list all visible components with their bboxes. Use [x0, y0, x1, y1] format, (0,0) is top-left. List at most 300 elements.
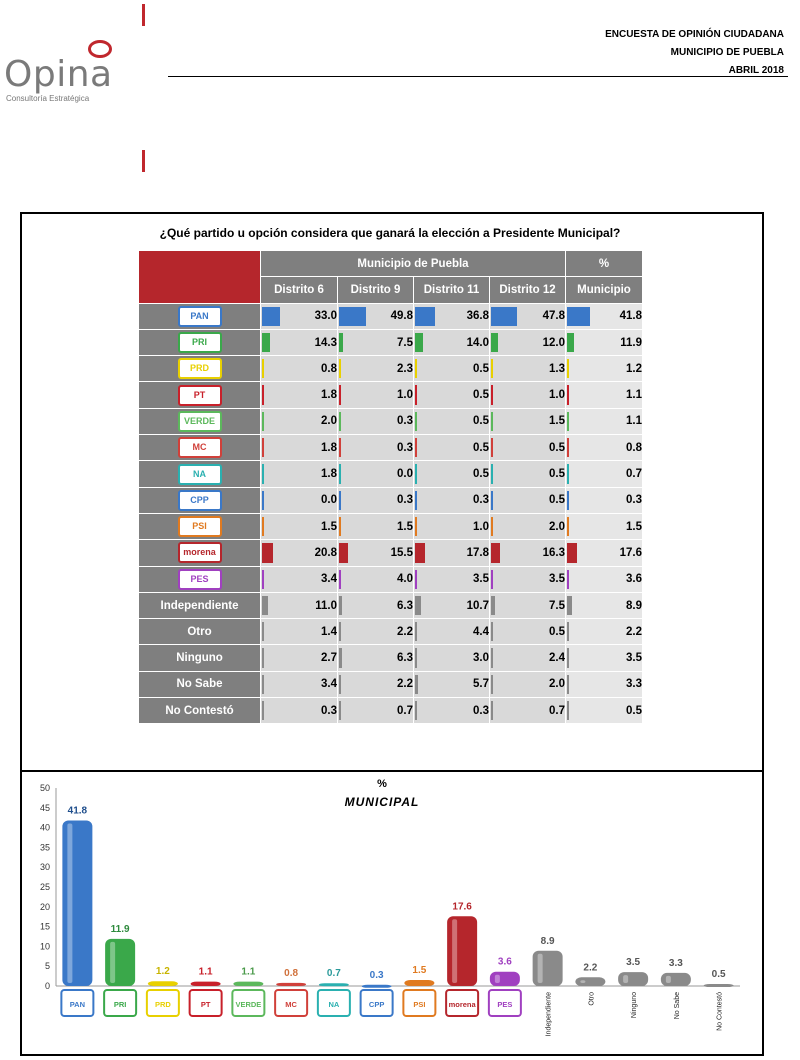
chart-bar — [62, 820, 92, 986]
value-bar — [415, 359, 417, 378]
value-text: 2.2 — [397, 625, 413, 638]
district-value-cell — [338, 303, 414, 329]
value-bar — [567, 570, 569, 589]
value-bar — [567, 491, 569, 510]
value-text: 0.5 — [549, 441, 565, 454]
party-logo-icon: PSI — [178, 516, 222, 537]
value-text: 14.3 — [314, 336, 337, 349]
municipio-value-cell — [566, 513, 643, 539]
value-bar — [415, 412, 417, 431]
value-bar — [491, 543, 500, 562]
municipal-bar-chart — [20, 770, 764, 1056]
chart-bar — [233, 982, 263, 986]
value-text: 0.3 — [626, 494, 642, 507]
district-value-cell — [490, 487, 566, 513]
table-row — [139, 566, 643, 592]
value-bar — [567, 333, 574, 352]
value-bar — [262, 675, 264, 694]
party-logo-icon: CPP — [178, 490, 222, 511]
municipio-value-cell — [566, 356, 643, 382]
value-text: 2.7 — [321, 652, 337, 665]
district-value-cell — [490, 513, 566, 539]
value-text: 0.5 — [473, 362, 489, 375]
chart-bar — [191, 982, 221, 986]
value-text: 0.3 — [473, 494, 489, 507]
y-tick-label: 35 — [39, 842, 50, 853]
header-survey-title: ENCUESTA DE OPINIÓN CIUDADANA — [605, 29, 784, 40]
value-bar — [262, 438, 264, 457]
value-bar — [339, 596, 342, 615]
y-tick-label: 10 — [39, 941, 50, 952]
value-text: 47.8 — [542, 310, 565, 323]
y-tick-label: 50 — [39, 783, 50, 793]
value-text: 2.0 — [549, 520, 565, 533]
district-value-cell — [414, 540, 490, 566]
district-value-cell — [414, 303, 490, 329]
value-text: 0.3 — [397, 441, 413, 454]
category-label: Ninguno — [631, 992, 639, 1019]
municipio-value-cell — [566, 435, 643, 461]
value-text: 4.4 — [473, 625, 489, 638]
party-logo-cell — [139, 356, 261, 382]
chart-bar-highlight — [580, 980, 585, 983]
value-text: 0.0 — [397, 468, 413, 481]
y-tick-label: 25 — [39, 882, 50, 892]
column-header-municipio: Municipio — [566, 277, 643, 303]
district-value-cell — [414, 408, 490, 434]
value-bar — [567, 307, 590, 326]
y-tick-label: 15 — [39, 921, 50, 932]
value-text: 3.3 — [626, 678, 642, 691]
chart-bar-highlight — [623, 975, 628, 983]
value-bar — [339, 385, 341, 404]
value-bar — [339, 333, 343, 352]
table-row — [139, 435, 643, 461]
results-table — [138, 250, 643, 724]
opina-logo — [4, 40, 144, 102]
district-value-cell — [261, 513, 338, 539]
district-value-cell — [261, 329, 338, 355]
value-bar — [262, 701, 264, 720]
chart-bar — [618, 972, 648, 986]
category-logo-label: CPP — [368, 1000, 385, 1009]
row-label: Independiente — [139, 592, 261, 618]
party-logo-icon: PRD — [178, 358, 222, 379]
value-bar — [415, 307, 435, 326]
value-bar — [262, 307, 280, 326]
value-text: 3.5 — [549, 573, 565, 586]
chart-bar — [661, 973, 691, 986]
value-text: 3.6 — [626, 573, 642, 586]
value-text: 49.8 — [390, 310, 413, 323]
chart-bar-highlight — [666, 976, 671, 983]
value-bar — [339, 307, 366, 326]
value-bar — [339, 517, 341, 536]
value-bar — [567, 438, 569, 457]
value-bar — [567, 596, 572, 615]
question-title: ¿Qué partido u opción considera que ganará la elección a Presidente Municipal? — [159, 226, 621, 240]
municipio-value-cell — [566, 461, 643, 487]
district-value-cell — [261, 698, 338, 724]
value-text: 1.0 — [397, 389, 413, 402]
municipio-value-cell — [566, 566, 643, 592]
value-text: 0.7 — [549, 704, 565, 717]
value-bar — [262, 648, 264, 667]
district-value-cell — [261, 645, 338, 671]
district-value-cell — [338, 671, 414, 697]
value-bar — [415, 570, 417, 589]
header-rule — [168, 76, 788, 77]
table-row — [139, 619, 643, 645]
party-logo-cell — [139, 461, 261, 487]
value-text: 20.8 — [314, 546, 337, 559]
chart-bar-highlight — [67, 823, 72, 983]
district-value-cell — [338, 698, 414, 724]
value-bar — [491, 596, 495, 615]
table-row — [139, 382, 643, 408]
data-label: 2.2 — [583, 962, 598, 974]
value-bar — [491, 333, 498, 352]
value-bar — [567, 359, 569, 378]
value-text: 1.0 — [549, 389, 565, 402]
data-label: 8.9 — [540, 935, 555, 947]
value-bar — [567, 385, 569, 404]
column-header-distrito-12: Distrito 12 — [490, 277, 566, 303]
category-logo-label: morena — [448, 1000, 476, 1009]
value-text: 1.5 — [321, 520, 337, 533]
table-row — [139, 540, 643, 566]
district-value-cell — [414, 645, 490, 671]
municipio-value-cell — [566, 408, 643, 434]
district-value-cell — [414, 698, 490, 724]
value-bar — [415, 464, 417, 483]
value-text: 0.3 — [397, 494, 413, 507]
value-bar — [567, 412, 569, 431]
data-label: 0.8 — [284, 967, 299, 979]
district-value-cell — [261, 619, 338, 645]
district-value-cell — [261, 356, 338, 382]
category-label: Otro — [588, 992, 596, 1006]
value-bar — [567, 622, 569, 641]
value-text: 6.3 — [397, 652, 413, 665]
value-text: 0.5 — [549, 625, 565, 638]
category-logo-label: MC — [285, 1000, 297, 1009]
category-logo-label: PES — [497, 1000, 513, 1009]
logo-wordmark: Opina — [4, 54, 113, 95]
chart-bar-highlight — [110, 942, 115, 983]
value-bar — [339, 543, 348, 562]
value-bar — [415, 596, 421, 615]
municipio-value-cell — [566, 698, 643, 724]
value-text: 12.0 — [542, 336, 565, 349]
data-label: 1.1 — [198, 966, 213, 978]
y-tick-label: 40 — [39, 822, 50, 833]
value-bar — [491, 622, 493, 641]
chart-bar — [105, 939, 135, 986]
district-value-cell — [490, 356, 566, 382]
row-label: Otro — [139, 619, 261, 645]
party-logo-icon: MC — [178, 437, 222, 458]
value-bar — [262, 464, 264, 483]
value-text: 2.2 — [626, 625, 642, 638]
header-date: ABRIL 2018 — [728, 65, 784, 76]
municipio-value-cell — [566, 592, 643, 618]
value-bar — [262, 491, 264, 510]
value-text: 1.3 — [549, 362, 565, 375]
value-text: 0.5 — [473, 441, 489, 454]
value-text: 17.6 — [619, 546, 642, 559]
district-value-cell — [414, 671, 490, 697]
value-text: 1.0 — [473, 520, 489, 533]
district-value-cell — [414, 619, 490, 645]
district-value-cell — [490, 303, 566, 329]
district-value-cell — [338, 435, 414, 461]
district-value-cell — [490, 461, 566, 487]
district-value-cell — [338, 592, 414, 618]
district-value-cell — [338, 566, 414, 592]
district-value-cell — [414, 487, 490, 513]
y-tick-label: 20 — [39, 901, 50, 912]
district-value-cell — [338, 461, 414, 487]
value-text: 11.9 — [620, 336, 642, 349]
district-value-cell — [414, 382, 490, 408]
chart-bar — [404, 980, 434, 986]
municipio-value-cell — [566, 487, 643, 513]
value-bar — [339, 622, 341, 641]
table-row — [139, 487, 643, 513]
value-bar — [415, 675, 418, 694]
y-tick-label: 30 — [39, 862, 50, 873]
value-text: 1.8 — [321, 468, 337, 481]
value-text: 0.5 — [473, 468, 489, 481]
district-value-cell — [490, 382, 566, 408]
value-bar — [262, 596, 268, 615]
data-label: 1.5 — [412, 965, 427, 977]
value-bar — [415, 491, 417, 510]
value-text: 17.8 — [466, 546, 489, 559]
value-text: 0.8 — [321, 362, 337, 375]
value-bar — [415, 701, 417, 720]
district-value-cell — [490, 329, 566, 355]
value-text: 1.8 — [321, 441, 337, 454]
pct-header-top: % — [566, 251, 643, 277]
value-text: 3.5 — [473, 573, 489, 586]
value-bar — [491, 570, 493, 589]
municipio-value-cell — [566, 619, 643, 645]
data-label: 3.6 — [497, 956, 512, 968]
value-bar — [491, 438, 493, 457]
value-text: 15.5 — [390, 546, 413, 559]
data-label: 1.1 — [241, 966, 256, 978]
municipio-value-cell — [566, 382, 643, 408]
chart-bar-highlight — [538, 954, 543, 983]
party-logo-cell — [139, 566, 261, 592]
district-value-cell — [338, 382, 414, 408]
district-value-cell — [261, 408, 338, 434]
value-bar — [262, 570, 264, 589]
municipio-value-cell — [566, 303, 643, 329]
category-logo-label: PRD — [154, 1000, 171, 1009]
value-bar — [262, 385, 264, 404]
chart-bar — [148, 981, 178, 986]
value-bar — [491, 385, 493, 404]
brand-accent-bar-top — [142, 4, 145, 26]
value-bar — [339, 359, 341, 378]
district-value-cell — [261, 487, 338, 513]
value-text: 0.7 — [397, 704, 413, 717]
value-text: 0.5 — [549, 494, 565, 507]
chart-bar — [490, 972, 520, 986]
value-text: 3.0 — [473, 652, 489, 665]
district-value-cell — [490, 645, 566, 671]
district-value-cell — [490, 566, 566, 592]
value-text: 0.7 — [626, 468, 642, 481]
municipio-value-cell — [566, 671, 643, 697]
category-label: No Sabe — [673, 992, 681, 1020]
value-bar — [339, 701, 341, 720]
value-bar — [262, 333, 270, 352]
value-text: 2.0 — [321, 415, 337, 428]
value-text: 0.5 — [626, 704, 642, 717]
value-bar — [567, 701, 569, 720]
value-text: 0.3 — [397, 415, 413, 428]
table-row — [139, 408, 643, 434]
party-logo-cell — [139, 329, 261, 355]
district-value-cell — [490, 671, 566, 697]
value-bar — [491, 359, 493, 378]
district-value-cell — [261, 566, 338, 592]
chart-bar-highlight — [452, 919, 457, 983]
row-label: No Sabe — [139, 671, 261, 697]
value-bar — [339, 438, 341, 457]
value-text: 2.4 — [549, 652, 565, 665]
district-value-cell — [261, 303, 338, 329]
municipio-value-cell — [566, 540, 643, 566]
column-header-distrito-9: Distrito 9 — [338, 277, 414, 303]
district-value-cell — [261, 461, 338, 487]
table-row — [139, 645, 643, 671]
table-row — [139, 356, 643, 382]
value-text: 0.5 — [549, 468, 565, 481]
row-label: No Contestó — [139, 698, 261, 724]
value-text: 11.0 — [315, 599, 337, 612]
value-text: 8.9 — [626, 599, 642, 612]
value-text: 7.5 — [549, 599, 565, 612]
district-value-cell — [261, 382, 338, 408]
value-bar — [491, 464, 493, 483]
value-bar — [339, 675, 341, 694]
value-bar — [415, 622, 417, 641]
district-value-cell — [490, 592, 566, 618]
district-value-cell — [414, 356, 490, 382]
table-corner-cell — [139, 251, 261, 304]
value-text: 0.0 — [321, 494, 337, 507]
category-logo-label: PSI — [413, 1000, 426, 1009]
logo-tagline: Consultoría Estratégica — [6, 94, 90, 103]
party-logo-icon: PES — [178, 569, 222, 590]
party-logo-icon: morena — [178, 542, 222, 563]
value-text: 1.1 — [626, 415, 642, 428]
district-value-cell — [261, 592, 338, 618]
value-bar — [567, 675, 569, 694]
value-bar — [415, 543, 425, 562]
value-text: 2.0 — [549, 678, 565, 691]
district-value-cell — [490, 435, 566, 461]
district-value-cell — [261, 540, 338, 566]
value-bar — [262, 412, 264, 431]
party-logo-cell — [139, 487, 261, 513]
value-bar — [415, 648, 417, 667]
value-bar — [262, 517, 264, 536]
value-bar — [567, 517, 569, 536]
value-bar — [339, 412, 341, 431]
category-logo-label: PT — [200, 1000, 211, 1009]
value-text: 0.8 — [626, 441, 642, 454]
value-bar — [491, 675, 493, 694]
table-row — [139, 698, 643, 724]
data-label: 0.3 — [369, 969, 384, 981]
party-logo-cell — [139, 540, 261, 566]
district-value-cell — [338, 540, 414, 566]
district-value-cell — [338, 356, 414, 382]
chart-subtitle: MUNICIPAL — [344, 795, 420, 809]
value-text: 7.5 — [397, 336, 413, 349]
value-text: 2.2 — [397, 678, 413, 691]
chart-bar-highlight — [495, 975, 500, 983]
chart-bar — [362, 985, 392, 988]
value-bar — [567, 464, 569, 483]
district-value-cell — [338, 329, 414, 355]
value-text: 16.3 — [542, 546, 565, 559]
value-bar — [262, 543, 273, 562]
district-value-cell — [261, 671, 338, 697]
value-text: 33.0 — [314, 310, 337, 323]
data-label: 3.5 — [626, 957, 641, 969]
value-bar — [262, 359, 264, 378]
district-value-cell — [414, 329, 490, 355]
value-bar — [491, 701, 493, 720]
value-bar — [491, 517, 493, 536]
value-bar — [415, 438, 417, 457]
party-logo-icon: NA — [178, 464, 222, 485]
value-text: 0.3 — [321, 704, 337, 717]
value-bar — [262, 622, 264, 641]
district-value-cell — [338, 619, 414, 645]
value-text: 0.5 — [473, 415, 489, 428]
district-value-cell — [490, 540, 566, 566]
value-bar — [339, 491, 341, 510]
value-text: 1.2 — [626, 362, 642, 375]
data-label: 0.7 — [326, 968, 341, 980]
party-logo-icon: PRI — [178, 332, 222, 353]
value-bar — [339, 570, 341, 589]
value-text: 4.0 — [397, 573, 413, 586]
y-tick-label: 0 — [44, 981, 50, 991]
value-text: 10.7 — [466, 599, 489, 612]
value-bar — [339, 464, 341, 483]
row-label: Ninguno — [139, 645, 261, 671]
value-bar — [567, 543, 577, 562]
chart-bar — [575, 977, 605, 986]
chart-bar — [533, 951, 563, 986]
table-row — [139, 303, 643, 329]
value-text: 1.4 — [321, 625, 337, 638]
district-value-cell — [338, 513, 414, 539]
district-value-cell — [414, 461, 490, 487]
data-label: 17.6 — [452, 901, 472, 913]
value-text: 2.3 — [397, 362, 413, 375]
chart-bar — [704, 984, 734, 987]
